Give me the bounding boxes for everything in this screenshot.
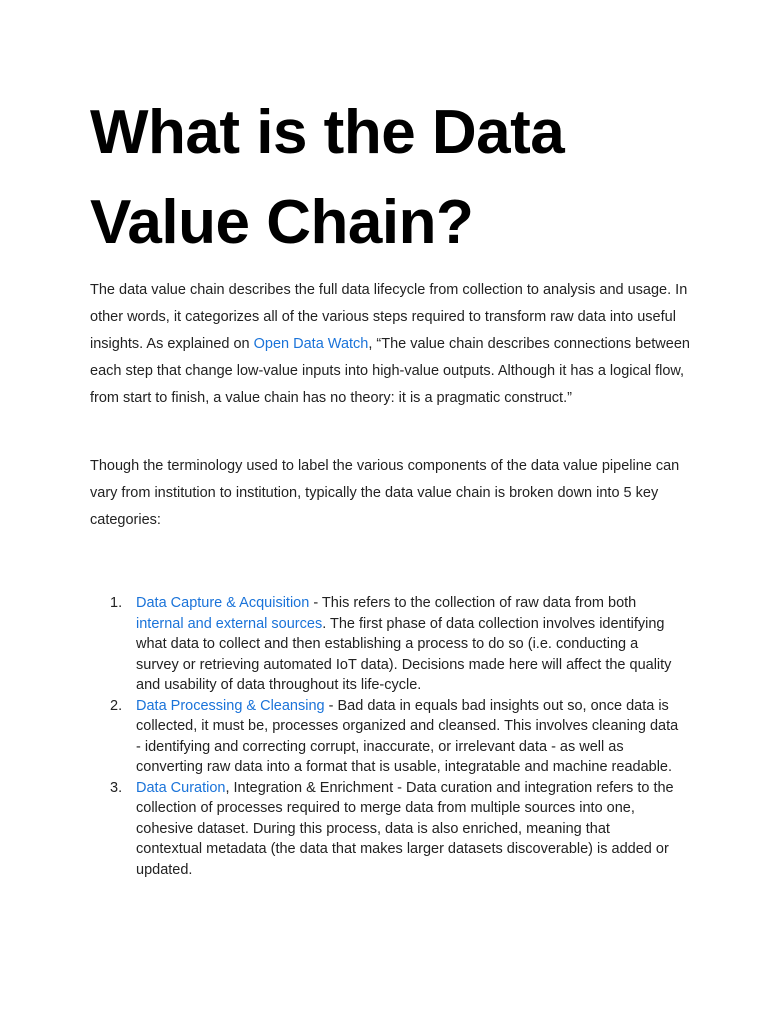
list-item <box>110 778 680 881</box>
data-processing-link[interactable]: Data Processing & Cleansing <box>136 697 325 714</box>
list-item-text: - Bad data in equals bad insights out so, once data is collected, it must be, processes organized and cleansed. This involves cleaning data - identifying and correcting corrupt, inaccurate, or irrelevant data - as well as converting raw data into a format that is usable, integratable and machine readable. <box>136 697 679 775</box>
internal-external-sources-link[interactable]: internal and external sources <box>136 615 323 632</box>
intro-text-1: The data value chain describes the full data lifecycle from collection to analysis and usage. In other words, it categorizes all of the various steps required to transform raw data into useful insights. As explained on <box>90 282 688 352</box>
page-title: What is the Data Value Chain? <box>90 98 565 257</box>
list-item <box>110 696 680 778</box>
intro-text-2: , “The value chain describes connections between each step that change low-value inputs into high-value outputs. Although it has a logical flow, from start to finish, a value chain has no theory: it is a pragmatic construct.” <box>90 336 690 406</box>
list-number: 1. <box>110 595 123 611</box>
data-curation-link[interactable]: Data Curation <box>136 779 226 796</box>
list-item-text: - This refers to the collection of raw data from both <box>309 595 637 611</box>
list-item-text: . The first phase of data collection involves identifying what data to collect and then establishing a process to do so (i.e. conducting a survey or retrieving automated IoT data). Decisions made here will affect the quality and usability of data throughout its life-cycle. <box>136 615 672 693</box>
list-number: 2. <box>110 697 123 714</box>
categories-intro-paragraph: Though the terminology used to label the various components of the data value pipeline can vary from institution to institution, typically the data value chain is broken down into 5 key categories: <box>90 458 680 528</box>
list-item <box>110 593 680 696</box>
open-data-watch-link[interactable]: Open Data Watch <box>253 336 369 352</box>
value-chain-list <box>110 593 680 880</box>
intro-paragraph <box>90 277 690 412</box>
list-number: 3. <box>110 779 123 796</box>
data-capture-link[interactable]: Data Capture & Acquisition <box>136 595 310 611</box>
list-item-text: , Integration & Enrichment - Data curation and integration refers to the collection of processes required to merge data from multiple sources into one, cohesive dataset. During this process, data is also enriched, meaning that contextual metadata (the data that makes larger datasets discoverable) is added or updated. <box>136 779 674 878</box>
